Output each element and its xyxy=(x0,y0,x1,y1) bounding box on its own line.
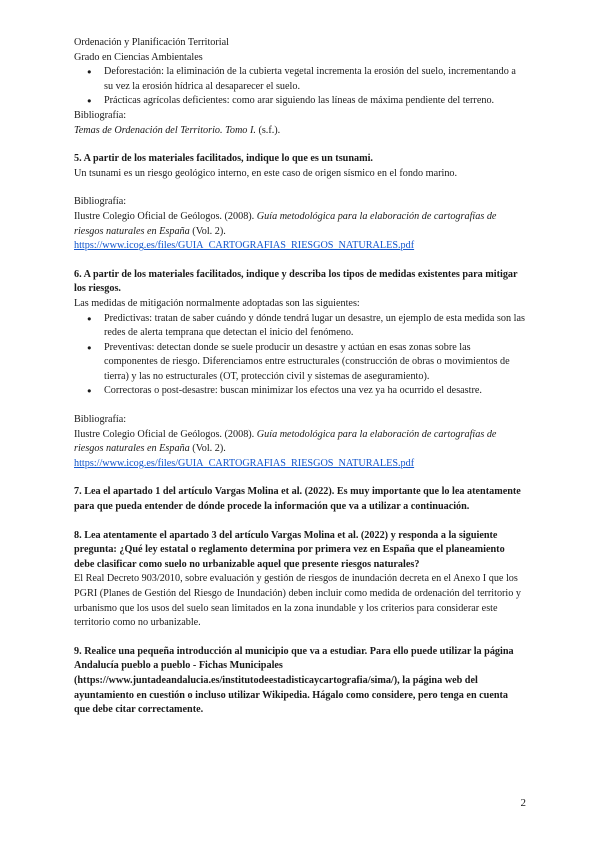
bibliography-entry xyxy=(74,428,526,457)
document-page xyxy=(74,36,526,718)
page-number: 2 xyxy=(520,797,526,809)
bibliography-author: Ilustre Colegio Oficial de Geólogos. (2008). xyxy=(74,210,257,222)
question-5: 5. A partir de los materiales facilitados, indique lo que es un tsunami. xyxy=(74,153,373,165)
list-item: ● Preventivas: detectan donde se suele producir un desastre y actúan en esas zonas sobre las componentes de riesgo. Diferenciamos entre estructurales (construcción de obras o movimientos de tierra) y las no estructurales (OT, protección civil y sistemas de aseguramiento). xyxy=(100,341,526,385)
bibliography-title: Guía metodológica para la elaboración de cartografías de riesgos naturales en España xyxy=(74,428,497,455)
bibliography-rest: (Vol. 2). xyxy=(189,225,226,237)
question-7: 7. Lea el apartado 1 del artículo Vargas Molina et al. (2022). Es muy importante que lo lea atentamente para que pueda entender de dónde procede la información que va a utilizar a continuación. xyxy=(74,486,521,513)
bibliography-entry xyxy=(74,210,526,239)
bibliography-rest: (s.f.). xyxy=(255,124,281,136)
section4-bullet-list xyxy=(74,65,526,109)
page-header xyxy=(74,36,526,65)
bibliography-rest: (Vol. 2). xyxy=(189,443,226,455)
question-8: 8. Lea atentamente el apartado 3 del artículo Vargas Molina et al. (2022) y responda a la siguiente pregunta: ¿Qué ley estatal o reglamento determina por primera vez en España que el planeamiento debe clasificar como suelo no urbanizable aquel que presente riesgos naturales? xyxy=(74,529,505,570)
bibliography-label: Bibliografía: xyxy=(74,414,127,426)
degree-title: Grado en Ciencias Ambientales xyxy=(74,51,203,63)
list-item: ● Prácticas agrícolas deficientes: como arar siguiendo las líneas de máxima pendiente del terreno. xyxy=(100,94,526,109)
bibliography-title: Temas de Ordenación del Territorio. Tomo I. xyxy=(74,124,256,136)
question-9: 9. Realice una pequeña introducción al municipio que va a estudiar. Para ello puede utilizar la página Andalucía pueblo a pueblo - Fichas Municipales (https://www.juntadeandalucia.es/institutodeestadisticaycartografia/sima/), la página web del ayuntamiento en cuestión o incluso utilizar Wikipedia. Hágalo como considere, pero tenga en cuenta que debe citar correctamente. xyxy=(74,645,514,716)
course-title: Ordenación y Planificación Territorial xyxy=(74,37,229,48)
answer-5: Un tsunami es un riesgo geológico interno, en este caso de origen sísmico en el fondo marino. xyxy=(74,167,458,179)
bibliography-link[interactable]: https://www.icog.es/files/GUIA_CARTOGRAFIAS_RIESGOS_NATURALES.pdf xyxy=(74,240,415,252)
mitigation-bullet-list xyxy=(74,312,526,400)
list-item: ● Correctoras o post-desastre: buscan minimizar los efectos una vez ya ha ocurrido el desastre. xyxy=(100,384,526,399)
answer-8: El Real Decreto 903/2010, sobre evaluación y gestión de riesgos de inundación decreta en el Anexo I que los PGRI (Planes de Gestión del Riesgo de Inundación) deben incluir como medida de ordenación del territorio y urbanismo que los usos del suelo sean limitados en la zona inundable y los criterios para considerar este territorio como no urbanizable. xyxy=(74,573,521,629)
question-6: 6. A partir de los materiales facilitados, indique y describa los tipos de medidas existentes para mitigar los riesgos. xyxy=(74,268,518,295)
list-item: ● Deforestación: la eliminación de la cubierta vegetal incrementa la erosión del suelo, incrementando a su vez la erosión hídrica al desaparecer el suelo. xyxy=(100,65,526,94)
bibliography-label: Bibliografía: xyxy=(74,109,127,121)
list-item: ● Predictivas: tratan de saber cuándo y dónde tendrá lugar un desastre, un ejemplo de esta medida son las redes de alerta temprana que detectan el inicio del fenómeno. xyxy=(100,312,526,341)
bibliography-label: Bibliografía: xyxy=(74,196,127,208)
bibliography-entry xyxy=(74,124,526,139)
answer-6-intro: Las medidas de mitigación normalmente adoptadas son las siguientes: xyxy=(74,297,360,309)
bibliography-title: Guía metodológica para la elaboración de cartografías de riesgos naturales en España xyxy=(74,210,497,237)
bibliography-author: Ilustre Colegio Oficial de Geólogos. (2008). xyxy=(74,428,257,440)
bibliography-link[interactable]: https://www.icog.es/files/GUIA_CARTOGRAFIAS_RIESGOS_NATURALES.pdf xyxy=(74,457,415,469)
